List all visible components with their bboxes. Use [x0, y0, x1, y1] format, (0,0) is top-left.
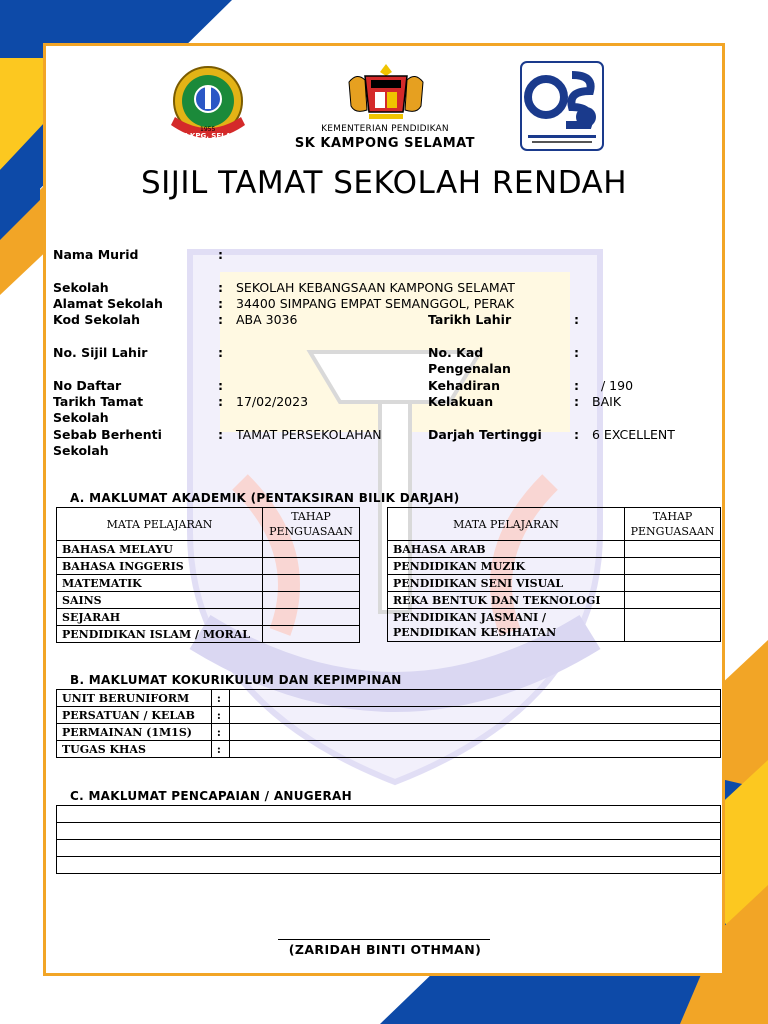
colon: : — [218, 427, 223, 442]
signatory-name: (ZARIDAH BINTI OTHMAN) — [288, 942, 482, 957]
section-a-title: A. MAKLUMAT AKADEMIK (PENTAKSIRAN BILIK DARJAH) — [70, 491, 460, 505]
colon: : — [211, 741, 229, 758]
colon: : — [211, 707, 229, 724]
kod-value: ABA 3036 — [236, 312, 298, 327]
subject-cell: PENDIDIKAN ISLAM / MORAL — [57, 626, 263, 643]
col-level-header-1: TAHAP — [291, 510, 331, 523]
col-subject-header: MATA PELAJARAN — [388, 508, 625, 541]
kelakuan-value: BAIK — [592, 394, 622, 409]
no-kad-label-1: No. Kad — [428, 345, 484, 360]
subject-cell: SEJARAH — [57, 609, 263, 626]
achievement-row — [57, 857, 721, 874]
kod-label: Kod Sekolah — [53, 312, 141, 327]
subject-cell: BAHASA ARAB — [388, 541, 625, 558]
level-cell — [625, 575, 721, 592]
subject-cell: REKA BENTUK DAN TEKNOLOGI — [388, 592, 625, 609]
level-cell — [263, 592, 360, 609]
col-level-header-1: TAHAP — [652, 510, 693, 523]
subject-cell: PENDIDIKAN SENI VISUAL — [388, 575, 625, 592]
certificate-title: SIJIL TAMAT SEKOLAH RENDAH — [140, 165, 628, 201]
nama-murid-label: Nama Murid — [53, 247, 139, 262]
alamat-value: 34400 SIMPANG EMPAT SEMANGGOL, PERAK — [236, 296, 515, 311]
cocurricular-label: PERSATUAN / KELAB — [57, 707, 212, 724]
colon: : — [211, 690, 229, 707]
colon: : — [218, 378, 223, 393]
colon: : — [211, 724, 229, 741]
colon: : — [218, 394, 223, 409]
colon: : — [574, 312, 579, 327]
col-level-header — [263, 508, 360, 541]
subject-cell: BAHASA INGGERIS — [57, 558, 263, 575]
kehadiran-label: Kehadiran — [428, 378, 501, 393]
achievement-row — [57, 840, 721, 857]
sekolah-value: SEKOLAH KEBANGSAAN KAMPONG SELAMAT — [236, 280, 515, 295]
darjah-value: 6 EXCELLENT — [592, 427, 675, 442]
subject-cell: MATEMATIK — [57, 575, 263, 592]
cocurricular-value — [229, 724, 720, 741]
cocurricular-value — [229, 707, 720, 724]
academic-table-left — [56, 507, 360, 643]
level-cell — [263, 609, 360, 626]
tarikh-tamat-value: 17/02/2023 — [236, 394, 309, 409]
level-cell — [625, 609, 721, 642]
sebab-label-2: Sekolah — [53, 443, 109, 458]
colon: : — [218, 247, 223, 262]
school-logo-text: SK KPG. SELAMAT — [177, 132, 248, 140]
kehadiran-value: / 190 — [601, 378, 634, 393]
tarikh-tamat-label-1: Tarikh Tamat — [53, 394, 144, 409]
colon: : — [574, 345, 579, 360]
cocurricular-label: UNIT BERUNIFORM — [57, 690, 212, 707]
achievement-table — [56, 805, 721, 874]
school-name-heading: SK KAMPONG SELAMAT — [294, 136, 476, 151]
subject-cell: BAHASA MELAYU — [57, 541, 263, 558]
col-level-header — [625, 508, 721, 541]
col-level-header-2: PENGUASAAN — [269, 525, 353, 538]
academic-table-right — [387, 507, 721, 642]
level-cell — [263, 541, 360, 558]
no-daftar-label: No Daftar — [53, 378, 122, 393]
colon: : — [218, 296, 223, 311]
sebab-value: TAMAT PERSEKOLAHAN — [236, 427, 382, 442]
kelakuan-label: Kelakuan — [428, 394, 494, 409]
colon: : — [218, 280, 223, 295]
colon: : — [218, 345, 223, 360]
tarikh-lahir-label: Tarikh Lahir — [428, 312, 512, 327]
level-cell — [625, 592, 721, 609]
colon: : — [574, 394, 579, 409]
cocurricular-label: PERMAINAN (1M1S) — [57, 724, 212, 741]
cocurricular-value — [229, 741, 720, 758]
level-cell — [263, 626, 360, 643]
achievement-row — [57, 823, 721, 840]
section-c-title: C. MAKLUMAT PENCAPAIAN / ANUGERAH — [70, 789, 352, 803]
coat-of-arms — [345, 62, 427, 122]
level-cell — [625, 558, 721, 575]
sekolah-label: Sekolah — [53, 280, 109, 295]
level-cell — [263, 558, 360, 575]
signature-line — [278, 939, 490, 940]
col-subject-header: MATA PELAJARAN — [57, 508, 263, 541]
alamat-label: Alamat Sekolah — [53, 296, 163, 311]
darjah-label: Darjah Tertinggi — [428, 427, 542, 442]
achievement-row — [57, 806, 721, 823]
ministry-name: KEMENTERIAN PENDIDIKAN — [321, 124, 449, 134]
no-kad-label-2: Pengenalan — [428, 361, 511, 376]
cocurricular-value — [229, 690, 720, 707]
col-level-header-2: PENGUASAAN — [630, 525, 715, 538]
level-cell — [625, 541, 721, 558]
subject-cell: PENDIDIKAN MUZIK — [388, 558, 625, 575]
cocurricular-table — [56, 689, 721, 758]
program-logo — [520, 61, 604, 151]
subject-cell: PENDIDIKAN JASMANI / PENDIDIKAN KESIHATAN — [388, 609, 625, 642]
colon: : — [218, 312, 223, 327]
section-b-title: B. MAKLUMAT KOKURIKULUM DAN KEPIMPINAN — [70, 673, 402, 687]
school-logo-year: 1955 — [200, 126, 216, 133]
cocurricular-label: TUGAS KHAS — [57, 741, 212, 758]
colon: : — [574, 427, 579, 442]
tarikh-tamat-label-2: Sekolah — [53, 410, 109, 425]
level-cell — [263, 575, 360, 592]
sebab-label-1: Sebab Berhenti — [53, 427, 162, 442]
sijil-lahir-label: No. Sijil Lahir — [53, 345, 148, 360]
colon: : — [574, 378, 579, 393]
subject-cell: SAINS — [57, 592, 263, 609]
